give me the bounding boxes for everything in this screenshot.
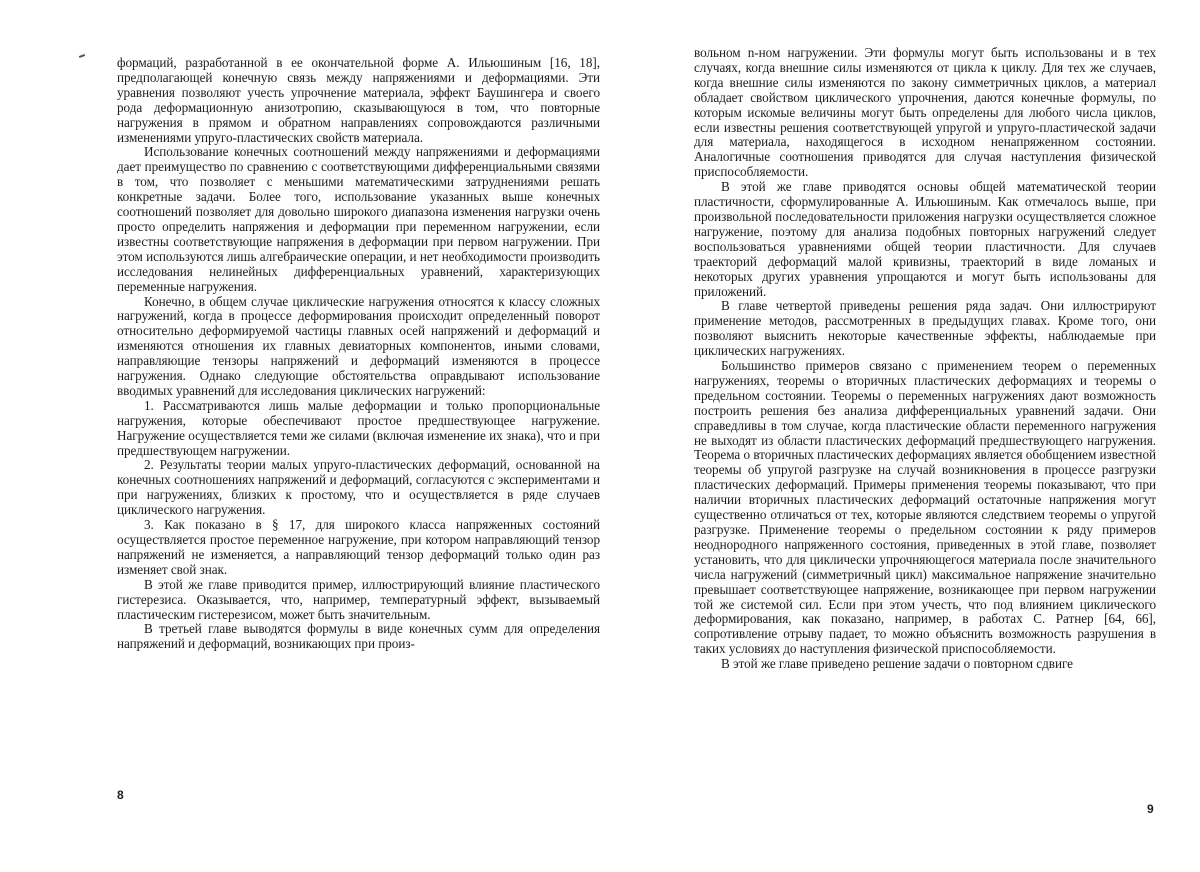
paragraph: Конечно, в общем случае циклические нагружения относятся к классу сложных нагружений, когда в процессе деформирования происходит определенный поворот относительно деформируемой частицы главных осей напряжений и деформаций и изменяются отношения их главных девиаторных компонентов, иными словами, направляющие тензоры напряжений и деформаций изменяются в процессе нагружения. Однако следующие обстоятельства оправдывают использование вводимых уравнений для исследования циклических нагружений: xyxy=(117,293,600,398)
paragraph: В этой же главе приводится пример, иллюстрирующий влияние пластического гистерезиса. Оказывается, что, например, температурный эффект, вызываемый пластическим гистерезисом, может быть значительным. xyxy=(117,576,600,622)
paragraph: В третьей главе выводятся формулы в виде конечных сумм для определения напряжений и деформаций, возникающих при произ- xyxy=(117,621,600,652)
left-page-number: 8 xyxy=(117,788,124,802)
paragraph: формаций, разработанной в ее окончательной форме А. Ильюшиным [16, 18], предполагающей конечную связь между напряжениями и деформациями. Эти уравнения позволяют учесть упрочнение материала, эффект Баушингера и своего рода деформационную анизотропию, сказывающуюся в том, что повторные нагружения в прямом и обратном направлениях сопровождаются различными изменениями упруго-пластических свойств материала. xyxy=(117,55,600,145)
right-page xyxy=(600,0,1200,872)
paragraph: 3. Как показано в § 17, для широкого класса напряженных состояний осуществляется простое переменное нагружение, при котором направляющий тензор напряжений не изменяется, а направляющий тензор деформаций только один раз изменяет свой знак. xyxy=(117,517,600,577)
paragraph: вольном n-ном нагружении. Эти формулы могут быть использованы и в тех случаях, когда внешние силы изменяются от цикла к циклу. Для тех же случаев, когда внешние силы изменяются по закону симметричных циклов, а материал обладает свойством циклического упрочнения, даются конечные формулы, по которым искомые величины могут быть определены для любого числа циклов, если известны решения соответствующей упругой и упруго-пластической задачи для материала, находящегося в исходном ненапряженном состоянии. Аналогичные соотношения приводятся для случая наступления физической приспособляемости. xyxy=(694,45,1156,180)
paragraph: Использование конечных соотношений между напряжениями и деформациями дает преимущество по сравнению с соответствующими дифференциальными связями в том, что позволяет с меньшими математическими затруднениями решать конкретные задачи. Более того, использование указанных выше конечных соотношений позволяет для довольно широкого диапазона изменения нагрузки очень просто определить напряжения и деформации при переменном нагружении, если известны соответствующие напряжения в деформации при первом нагружении. При этом используются лишь алгебраические операции, и нет необходимости производить исследования нелинейных дифференциальных уравнений, характеризующих переменные нагружения. xyxy=(117,144,600,294)
paragraph: 2. Результаты теории малых упруго-пластических деформаций, основанной на конечных соотношениях напряжений и деформаций, согласуются с экспериментами и при нагружениях, близких к простому, что и осуществляется в ряде случаев циклического нагружения. xyxy=(117,457,600,518)
paragraph: В этой же главе приводятся основы общей математической теории пластичности, сформулированные А. Ильюшиным. Как отмечалось выше, при произвольной последовательности приложения нагрузки осуществляется сложное нагружение, поэтому для анализа подобных повторных нагружений следует воспользоваться уравнениями общей теории пластичности. Для случаев траекторий деформаций малой кривизны, траекторий в виде ломаных и некоторых других уравнения упрощаются и могут быть использованы для приложений. xyxy=(694,179,1156,299)
left-page-text xyxy=(117,56,600,652)
paragraph: Большинство примеров связано с применением теорем о переменных нагружениях, теоремы о вторичных пластических деформациях и теоремы о предельном состоянии. Теоремы о переменных нагружениях дают возможность построить решения без анализа дифференциальных уравнений задачи. Они справедливы в том случае, когда пластические области переменного нагружения не выходят из области пластических деформаций предшествующего нагружения. Теорема о вторичных пластических деформациях является обобщением известной теоремы об упругой разгрузке на случай возникновения в процессе разгрузки пластических деформаций. Примеры применения теоремы показывают, что при наличии вторичных пластических деформаций остаточные напряжения могут существенно отличаться от тех, которые являются следствием теоремы о упругой разгрузке. Применение теоремы о предельном состоянии к ряду примеров неоднородного напряженного состояния, приведенных в этой главе, позволяет установить, что для циклически упрочняющегося материала после значительного числа нагружений (симметричный цикл) максимальное напряжение значительно превышает соответствующее напряжение, возникающее при первом нагружении той же системой сил. Если при этом учесть, что под влиянием циклического деформирования, как показано, например, в работах С. Ратнер [64, 66], сопротивление отрыву падает, то можно объяснить возможность разрушения в таких условиях до наступления физической приспособляемости. xyxy=(694,358,1156,657)
paragraph: В этой же главе приведено решение задачи о повторном сдвиге xyxy=(721,656,1073,672)
right-page-text xyxy=(694,46,1156,672)
paragraph: 1. Рассматриваются лишь малые деформации и только пропорциональные нагружения, которые обеспечивают простое предшествующее нагружение. Нагружение осуществляется теми же силами (включая изменение их знака), что и при предшествующем нагружении. xyxy=(117,397,600,458)
paragraph: В главе четвертой приведены решения ряда задач. Они иллюстрируют применение методов, рассмотренных в предыдущих главах. Кроме того, они позволяют выяснить некоторые качественные эффекты, наблюдаемые при циклических нагружениях. xyxy=(694,298,1156,359)
right-page-number: 9 xyxy=(1147,802,1154,816)
